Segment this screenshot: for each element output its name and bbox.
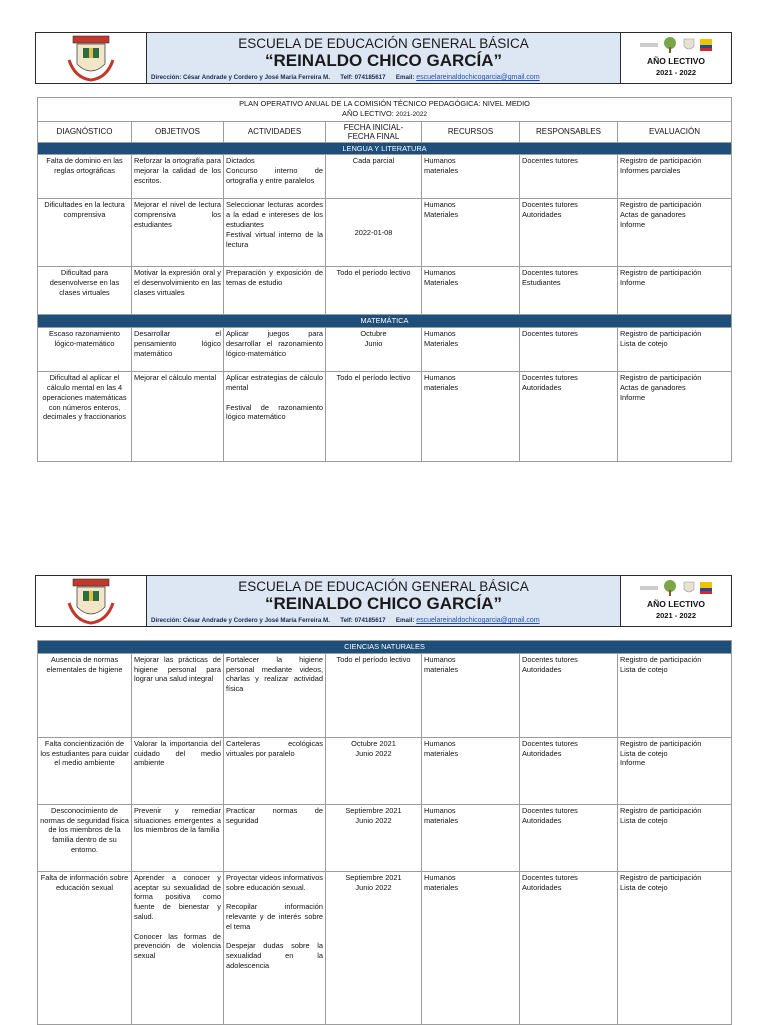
table-row xyxy=(38,804,732,871)
table-cell: Dificultad al aplicar el cálculo mental en las 4 operaciones matemáticas con números enteros, decimales y fraccionarios xyxy=(38,372,132,462)
table-cell: Desarrollar el pensamiento lógico matemático xyxy=(132,328,224,372)
ministry-emblem-icon xyxy=(640,40,658,50)
table-cell: Cada parcial xyxy=(326,155,422,199)
email-link[interactable]: escuelareinaldochicogarcia@gmail.com xyxy=(416,617,540,624)
table-cell: Humanos Materiales xyxy=(422,199,520,267)
year-label: AÑO LECTIVO xyxy=(646,599,706,609)
table-cell: Docentes tutores xyxy=(520,328,618,372)
table-cell: Registro de participación Lista de cotejo xyxy=(618,328,732,372)
table-cell: Docentes tutores Autoridades xyxy=(520,871,618,1024)
table-cell: Registro de participación Lista de cotejo xyxy=(618,871,732,1024)
table-cell: Septiembre 2021 Junio 2022 xyxy=(326,804,422,871)
table-cell: Humanos Materiales xyxy=(422,267,520,315)
table-cell: Humanos materiales xyxy=(422,372,520,462)
table-row xyxy=(38,871,732,1024)
table-cell: Aprender a conocer y aceptar su sexualidad de forma positiva como fuente de bienestar y salud. Conocer las formas de prevención de violencia sexual xyxy=(132,871,224,1024)
table-cell: Dificultades en la lectura comprensiva xyxy=(38,199,132,267)
school-address: Dirección: César Andrade y Cordero y José María Ferreira M. xyxy=(151,74,330,81)
table-cell: Registro de participación Lista de cotejo Informe xyxy=(618,737,732,804)
table-cell: Falta de dominio en las reglas ortográficas xyxy=(38,155,132,199)
shield-icon xyxy=(682,580,696,596)
table-cell: Falta de información sobre educación sexual xyxy=(38,871,132,1024)
table-cell: Registro de participación Informes parciales xyxy=(618,155,732,199)
table-cell: Aplicar juegos para desarrollar el razonamiento lógico-matemático xyxy=(224,328,326,372)
school-crest-icon xyxy=(63,577,119,625)
table-cell: Preparación y exposición de temas de estudio xyxy=(224,267,326,315)
table-cell: Falta concientización de los estudiantes para cuidar el medio ambiente xyxy=(38,737,132,804)
table-cell: Fortalecer la higiene personal mediante videos, charlas y realizar actividad física xyxy=(224,653,326,737)
table-header-row xyxy=(38,121,732,142)
school-crest-icon xyxy=(63,34,119,82)
year-value: 2021 - 2022 xyxy=(655,68,697,77)
table-cell: Docentes tutores Autoridades xyxy=(520,653,618,737)
school-logo xyxy=(36,576,147,626)
col-evaluacion: EVALUACIÓN xyxy=(618,121,732,142)
table-cell: Docentes tutores Autoridades xyxy=(520,199,618,267)
table-cell: Humanos materiales xyxy=(422,871,520,1024)
table-cell: Registro de participación Lista de cotejo xyxy=(618,804,732,871)
table-cell: Seleccionar lecturas acordes a la edad e intereses de los estudiantes Festival virtual interno de la lectura xyxy=(224,199,326,267)
school-phone: Telf: 074185617 xyxy=(340,617,386,624)
email-label: Email: xyxy=(395,617,415,624)
table-cell: Docentes tutores xyxy=(520,155,618,199)
col-responsables: RESPONSABLES xyxy=(520,121,618,142)
year-value: 2021 - 2022 xyxy=(655,611,697,620)
section-matematica: MATEMÁTICA xyxy=(38,315,732,328)
table-cell: Humanos materiales xyxy=(422,653,520,737)
school-contact xyxy=(151,74,618,81)
ministry-emblem-icon xyxy=(640,583,658,593)
table-row xyxy=(38,267,732,315)
table-row xyxy=(38,199,732,267)
table-cell: Aplicar estrategias de cálculo mental Festival de razonamiento lógico matemático xyxy=(224,372,326,462)
table-cell: Humanos materiales xyxy=(422,155,520,199)
school-contact xyxy=(151,617,618,624)
tree-icon xyxy=(662,37,678,53)
table-cell: Docentes tutores Autoridades xyxy=(520,372,618,462)
school-title-line2: “REINALDO CHICO GARCÍA” xyxy=(264,594,503,613)
table-row xyxy=(38,328,732,372)
table-cell: Docentes tutores Estudiantes xyxy=(520,267,618,315)
table-cell: Valorar la importancia del cuidado del medio ambiente xyxy=(132,737,224,804)
table-cell: Mejorar el cálculo mental xyxy=(132,372,224,462)
table-cell: Motivar la expresión oral y el desenvolvimiento en las clases virtuales xyxy=(132,267,224,315)
table-cell: Registro de participación Actas de ganadores Informe xyxy=(618,199,732,267)
table-cell: Practicar normas de seguridad xyxy=(224,804,326,871)
table-cell: Registro de participación Actas de ganadores Informe xyxy=(618,372,732,462)
table-cell: Registro de participación Lista de cotejo xyxy=(618,653,732,737)
plan-title: PLAN OPERATIVO ANUAL DE LA COMISIÓN TÉCNICO PEDAGÓGICA: NIVEL MEDIO AÑO LECTIVO: 2021-2022 xyxy=(38,98,732,122)
ministry-logos xyxy=(640,580,712,596)
school-logo xyxy=(36,33,147,83)
email-link[interactable]: escuelareinaldochicogarcia@gmail.com xyxy=(416,74,540,81)
table-row xyxy=(38,737,732,804)
table-cell: Todo el período lectivo xyxy=(326,267,422,315)
col-diagnostico: DIAGNÓSTICO xyxy=(38,121,132,142)
col-recursos: RECURSOS xyxy=(422,121,520,142)
school-header-1 xyxy=(35,32,732,84)
table-cell: Reforzar la ortografía para mejorar la calidad de los escritos. xyxy=(132,155,224,199)
table-cell: Desconocimiento de normas de seguridad física de los miembros de la familia dentro de su entorno. xyxy=(38,804,132,871)
table-cell: Docentes tutores Autoridades xyxy=(520,804,618,871)
table-cell: 2022-01-08 xyxy=(326,199,422,267)
table-cell: Todo el período lectivo xyxy=(326,372,422,462)
section-lengua: LENGUA Y LITERATURA xyxy=(38,142,732,155)
table-cell: Prevenir y remediar situaciones emergentes a los miembros de la familia xyxy=(132,804,224,871)
table-row xyxy=(38,155,732,199)
shield-icon xyxy=(682,37,696,53)
school-phone: Telf: 074185617 xyxy=(340,74,386,81)
ecuador-flag-icon xyxy=(700,39,712,51)
tree-icon xyxy=(662,580,678,596)
school-address: Dirección: César Andrade y Cordero y José María Ferreira M. xyxy=(151,617,330,624)
col-objetivos: OBJETIVOS xyxy=(132,121,224,142)
table-cell: Escaso razonamiento lógico-matemático xyxy=(38,328,132,372)
ministry-logos xyxy=(640,37,712,53)
table-cell: Mejorar las prácticas de higiene personal para lograr una salud integral xyxy=(132,653,224,737)
table-cell: Humanos Materiales xyxy=(422,328,520,372)
ecuador-flag-icon xyxy=(700,582,712,594)
table-cell: Septiembre 2021 Junio 2022 xyxy=(326,871,422,1024)
col-actividades: ACTIVIDADES xyxy=(224,121,326,142)
table-cell: Octubre Junio xyxy=(326,328,422,372)
table-cell: Carteleras ecológicas virtuales por paralelo xyxy=(224,737,326,804)
table-cell: Ausencia de normas elementales de higiene xyxy=(38,653,132,737)
col-fecha: FECHA INICIAL- FECHA FINAL xyxy=(326,121,422,142)
table-cell: Proyectar videos informativos sobre educación sexual. Recopilar información relevante y de interés sobre el tema Despejar dudas sobre la sexualidad en la adolescencia xyxy=(224,871,326,1024)
table-row xyxy=(38,372,732,462)
table-cell: Dificultad para desenvolverse en las clases virtuales xyxy=(38,267,132,315)
year-label: AÑO LECTIVO xyxy=(646,56,706,66)
table-cell: Mejorar el nivel de lectura comprensiva los estudiantes xyxy=(132,199,224,267)
table-cell: Octubre 2021 Junio 2022 xyxy=(326,737,422,804)
table-cell: Registro de participación Informe xyxy=(618,267,732,315)
table-cell: Todo el período lectivo xyxy=(326,653,422,737)
table-cell: Humanos materiales xyxy=(422,737,520,804)
table-row xyxy=(38,653,732,737)
table-cell: Docentes tutores Autoridades xyxy=(520,737,618,804)
table-cell: Humanos materiales xyxy=(422,804,520,871)
plan-table-page2 xyxy=(37,640,732,1025)
section-ciencias: CIENCIAS NATURALES xyxy=(38,641,732,654)
school-header-2 xyxy=(35,575,732,627)
school-title-line1: ESCUELA DE EDUCACIÓN GENERAL BÁSICA xyxy=(238,579,529,594)
school-title-line2: “REINALDO CHICO GARCÍA” xyxy=(264,51,503,70)
table-cell: Dictados Concurso interno de ortografía y entre paralelos xyxy=(224,155,326,199)
plan-table-page1 xyxy=(37,97,732,462)
email-label: Email: xyxy=(395,74,415,81)
school-title-line1: ESCUELA DE EDUCACIÓN GENERAL BÁSICA xyxy=(238,36,529,51)
